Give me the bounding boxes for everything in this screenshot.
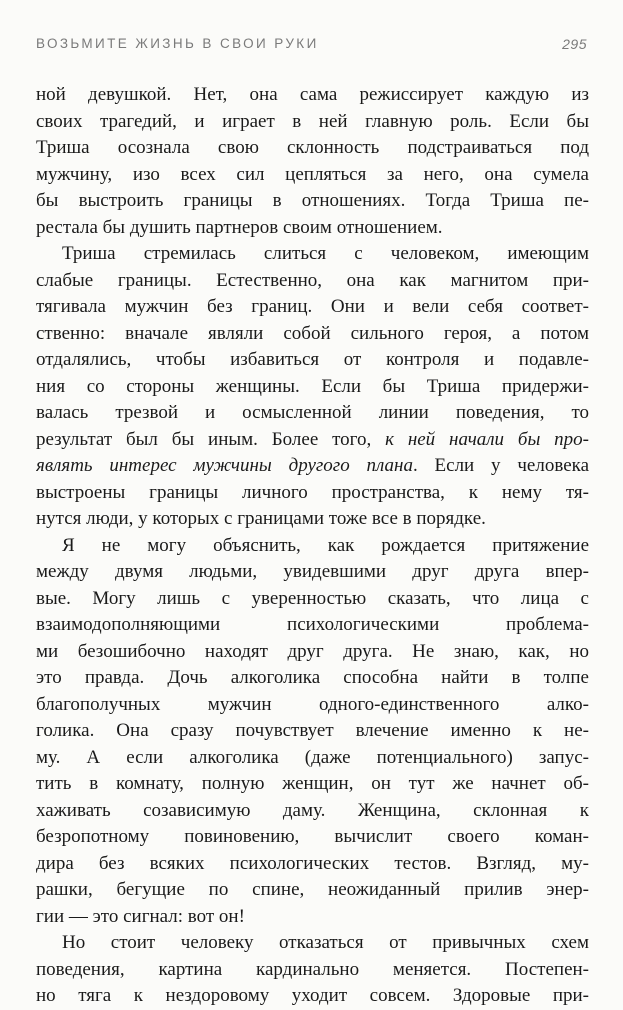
text-line: Триша осознала свою склонность подстраиваться под [36,137,589,158]
text-line: благополучных мужчин одного-единственного алко- [36,693,589,715]
text-line: тягивала мужчин без границ. Они и вели себя соответ- [36,296,589,317]
text-line: ния со стороны женщины. Если бы Триша придержи- [36,375,589,397]
text-line: Но стоит человеку отказаться от привычных схем [62,932,589,953]
text-fragment: результат был бы иным. Более того, [36,428,386,450]
text-line: ственно: вначале являли собой сильного героя, а потом [36,322,589,344]
text-line: своих трагедий, и играет в ней главную роль. Если бы [36,110,589,132]
text-line: между двумя людьми, увидевшими друг друга впер- [36,561,589,582]
text-line: отдалялись, чтобы избавиться от контроля и подавле- [36,349,589,370]
text-line: тить в комнату, полную женщин, он тут же начнет об- [36,773,589,794]
text-line: хаживать созависимую даму. Женщина, склонная к [36,799,589,821]
body-text [36,82,589,1010]
text-line: Я не могу объяснить, как рождается притяжение [62,534,589,556]
text-line: ми безошибочно находят друг друга. Не знаю, как, но [36,640,589,662]
running-head: ВОЗЬМИТЕ ЖИЗНЬ В СВОИ РУКИ [36,36,319,51]
text-line: слабые границы. Естественно, она как магнитом при- [36,269,589,291]
text-line: валась трезвой и осмысленной линии поведения, то [36,402,589,423]
text-line: рестала бы душить партнеров своим отношением. [36,216,443,238]
text-line: Триша стремилась слиться с человеком, имеющим [62,243,589,264]
text-line: голика. Она сразу почувствует влечение именно к не- [36,720,589,741]
text-line: это правда. Дочь алкоголика способна найти в толпе [36,667,589,688]
text-line: бы выстроить границы в отношениях. Тогда Триша пе- [36,190,589,211]
page-header [36,36,587,56]
text-line: му. А если алкоголика (даже потенциального) запус- [36,746,589,768]
text-line: рашки, бегущие по спине, неожиданный прилив энер- [36,879,589,900]
page-number: 295 [562,36,587,52]
text-line: взаимодополняющими психологическими проблема- [36,614,589,635]
text-line: поведения, картина кардинально меняется. Постепен- [36,958,589,980]
text-line: дира без всяких психологических тестов. Взгляд, му- [36,852,589,874]
italic-emphasis: к ней начали бы про- [385,428,589,450]
text-line: ной девушкой. Нет, она сама режиссирует каждую из [36,84,589,105]
italic-emphasis: являть интерес мужчины другого плана [36,455,413,476]
text-line: нутся люди, у которых с границами тоже все в порядке. [36,508,486,529]
text-fragment: . Если у человека [412,455,589,476]
text-line: выстроены границы личного пространства, к нему тя- [36,481,589,503]
text-line: но тяга к нездоровому уходит совсем. Здоровые при- [36,985,589,1006]
text-line: гии — это сигнал: вот он! [36,905,245,927]
text-line: вые. Могу лишь с уверенностью сказать, что лица с [36,587,589,609]
text-line-mixed [36,453,589,480]
text-line: мужчину, изо всех сил цепляться за него, она сумела [36,163,589,185]
text-line-mixed [36,427,589,454]
text-line: безропотному повиновению, вычислит своего коман- [36,826,589,847]
